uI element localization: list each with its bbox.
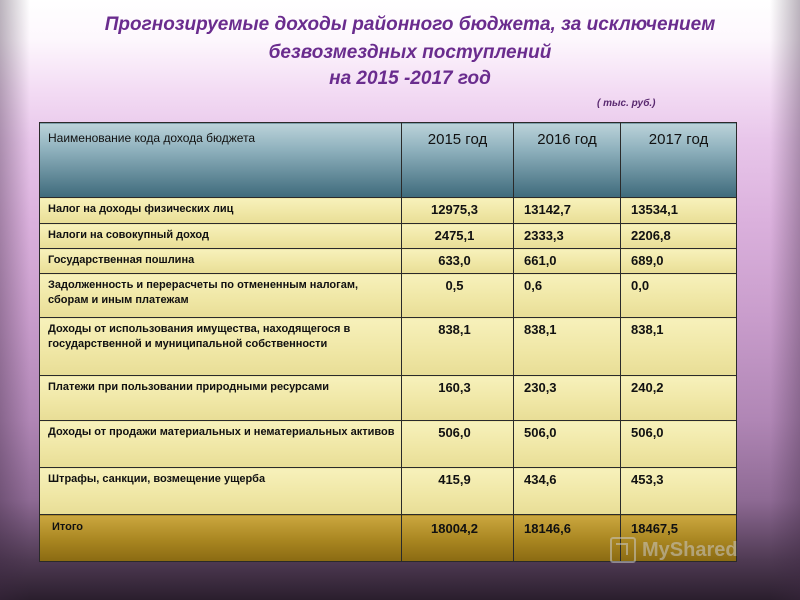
total-value-2015: 18004,2 [402, 515, 514, 562]
header-name: Наименование кода дохода бюджета [40, 123, 402, 198]
row-value-2017: 453,3 [621, 468, 737, 515]
table-row [40, 318, 737, 376]
row-value-2015: 160,3 [402, 376, 514, 421]
slide-title-line-1: Прогнозируемые доходы районного бюджета, за исключением [104, 14, 716, 35]
row-value-2016: 838,1 [514, 318, 621, 376]
row-value-2017: 838,1 [621, 318, 737, 376]
header-2015: 2015 год [402, 123, 514, 198]
header-2016: 2016 год [514, 123, 621, 198]
row-name: Платежи при пользовании природными ресурсами [40, 376, 402, 421]
presentation-icon [610, 537, 636, 563]
row-value-2015: 633,0 [402, 249, 514, 274]
row-name: Налог на доходы физических лиц [40, 198, 402, 224]
row-value-2015: 12975,3 [402, 198, 514, 224]
table-row [40, 468, 737, 515]
slide-shade-left [0, 0, 30, 600]
row-value-2017: 0,0 [621, 274, 737, 318]
watermark-text: MyShared [642, 538, 738, 561]
row-name: Задолженность и перерасчеты по отмененным налогам, сборам и иным платежам [40, 274, 402, 318]
row-value-2017: 240,2 [621, 376, 737, 421]
slide-title-line-3: на 2015 -2017 год [329, 68, 491, 89]
row-value-2017: 2206,8 [621, 224, 737, 249]
table-row [40, 198, 737, 224]
table-row [40, 224, 737, 249]
row-value-2017: 13534,1 [621, 198, 737, 224]
row-value-2015: 0,5 [402, 274, 514, 318]
table-row [40, 376, 737, 421]
budget-table [39, 122, 737, 562]
table-row [40, 249, 737, 274]
slide-title-line-2: безвозмездных поступлений [268, 42, 552, 63]
row-value-2016: 2333,3 [514, 224, 621, 249]
total-name: Итого [40, 515, 402, 562]
units-label: ( тыс. руб.) [597, 98, 656, 109]
row-value-2015: 415,9 [402, 468, 514, 515]
row-name: Налоги на совокупный доход [40, 224, 402, 249]
total-value-2016: 18146,6 [514, 515, 621, 562]
row-value-2016: 434,6 [514, 468, 621, 515]
row-name: Штрафы, санкции, возмещение ущерба [40, 468, 402, 515]
table-row [40, 421, 737, 468]
row-value-2015: 2475,1 [402, 224, 514, 249]
row-value-2016: 0,6 [514, 274, 621, 318]
row-value-2015: 838,1 [402, 318, 514, 376]
header-2017: 2017 год [621, 123, 737, 198]
table-header-row [40, 123, 737, 198]
row-value-2016: 661,0 [514, 249, 621, 274]
row-value-2016: 506,0 [514, 421, 621, 468]
row-name: Доходы от использования имущества, находящегося в государственной и муниципальной собственности [40, 318, 402, 376]
row-value-2017: 506,0 [621, 421, 737, 468]
row-name: Государственная пошлина [40, 249, 402, 274]
row-value-2016: 13142,7 [514, 198, 621, 224]
row-value-2016: 230,3 [514, 376, 621, 421]
row-value-2015: 506,0 [402, 421, 514, 468]
row-value-2017: 689,0 [621, 249, 737, 274]
row-name: Доходы от продажи материальных и нематериальных активов [40, 421, 402, 468]
total-value-2017: 18467,5 [621, 515, 737, 562]
watermark [610, 537, 738, 563]
table-row [40, 274, 737, 318]
